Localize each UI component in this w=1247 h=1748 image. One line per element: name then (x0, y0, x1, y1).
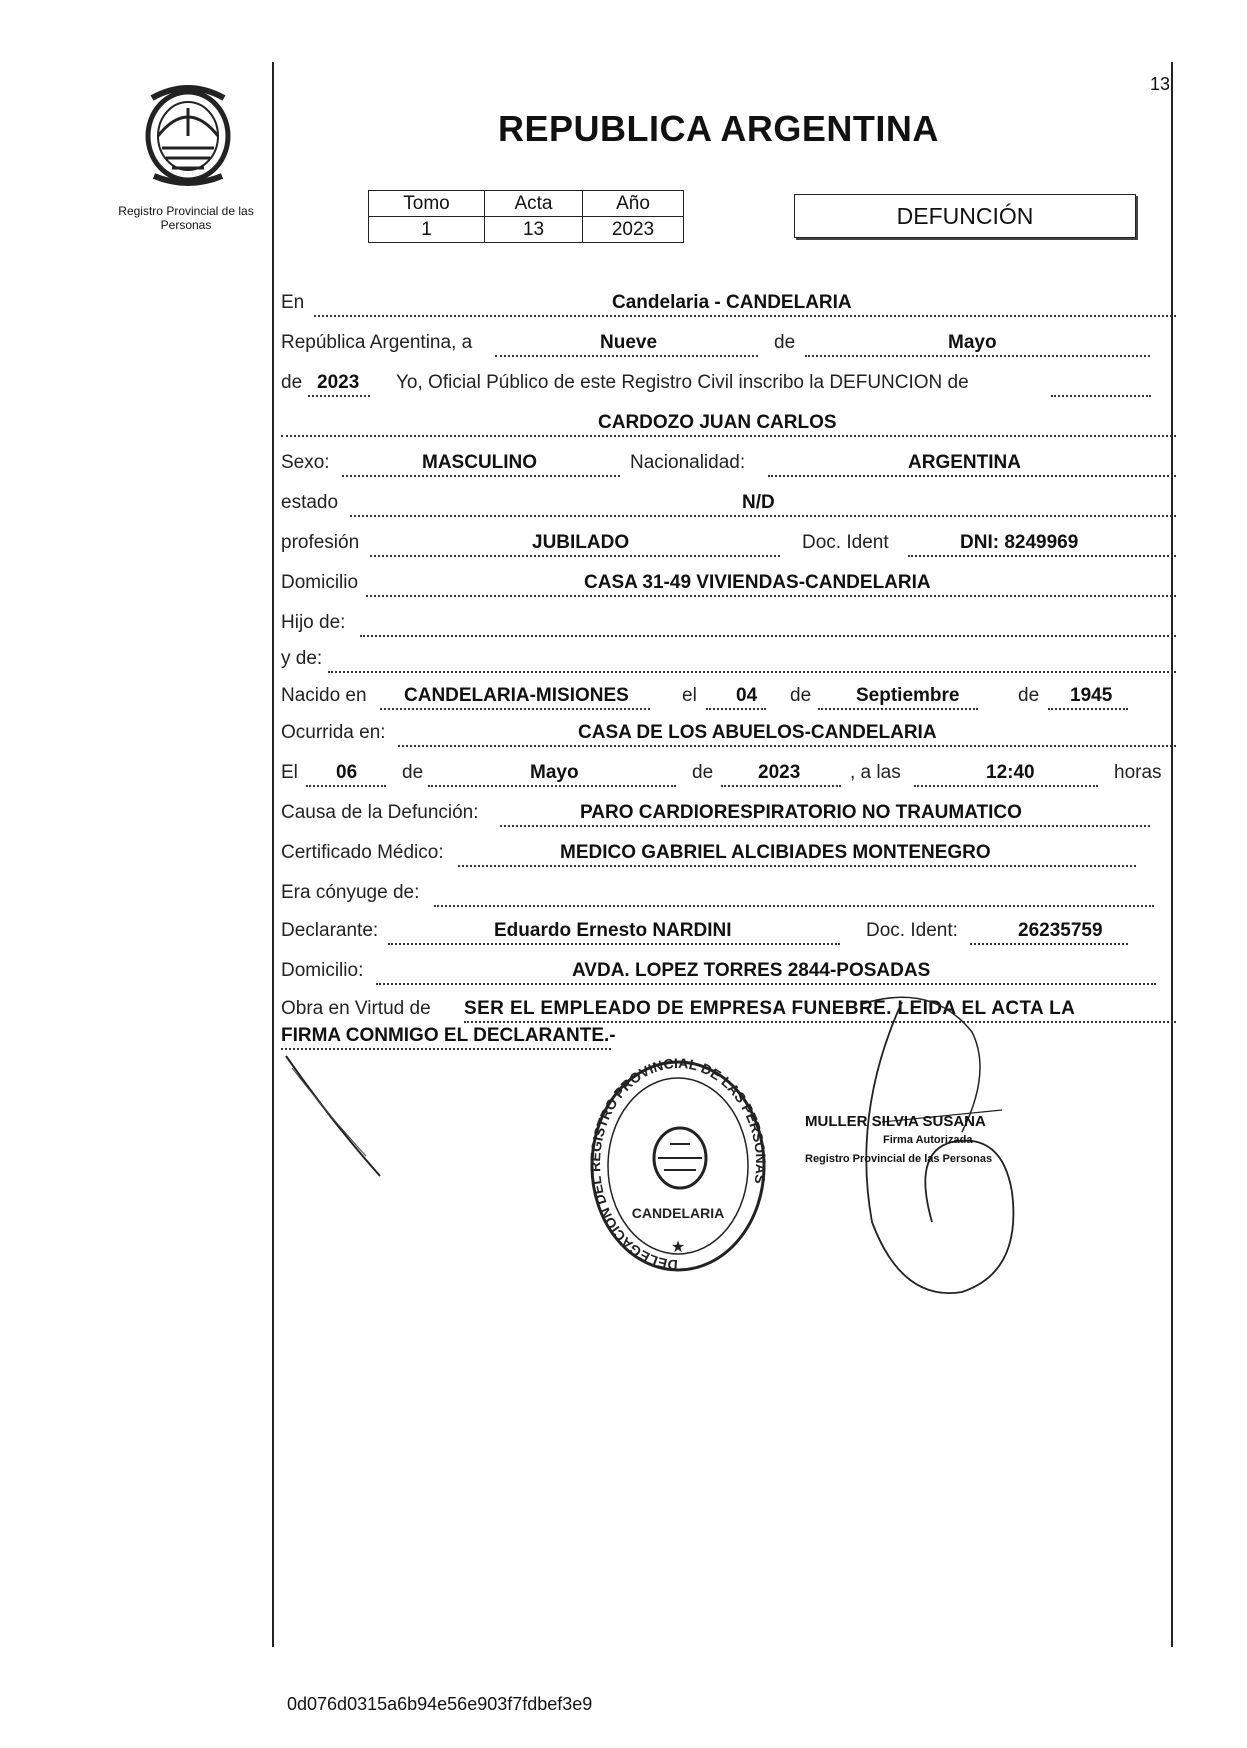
signer-role: Firma Autorizada (883, 1134, 973, 1146)
month-text: Mayo (948, 332, 997, 353)
estado-value: N/D (742, 492, 775, 513)
signer-name: MULLER SILVIA SUSANA (805, 1113, 986, 1130)
row-certificado (278, 842, 1178, 876)
certificado-value: MEDICO GABRIEL ALCIBIADES MONTENEGRO (560, 842, 991, 863)
row-place (278, 292, 1178, 326)
anio-value: 2023 (583, 217, 684, 243)
domicilio-2-label: Domicilio: (281, 960, 364, 981)
stamp-ring-text: DELEGACION DEL REGISTRO PROVINCIAL DE LAS PERSONAS (588, 1058, 768, 1274)
row-nacido (278, 685, 1178, 719)
de-label-5: de (402, 762, 424, 783)
birth-year: 1945 (1070, 685, 1113, 706)
official-stamp (588, 1058, 768, 1278)
horas-label: horas (1114, 762, 1162, 783)
row-obra-2 (278, 1025, 1178, 1059)
row-profesion (278, 532, 1178, 566)
country-title: REPUBLICA ARGENTINA (498, 108, 939, 149)
left-margin-line (272, 62, 274, 1647)
hijo-label: Hijo de: (281, 612, 346, 633)
row-deceased (278, 412, 1178, 446)
stamp-star-icon: ★ (670, 1237, 686, 1256)
el-label-2: El (281, 762, 298, 783)
signature-block (805, 1112, 992, 1169)
nacionalidad-label: Nacionalidad: (630, 452, 746, 473)
document-type-box: DEFUNCIÓN (794, 194, 1136, 238)
birth-day: 04 (736, 685, 758, 706)
domicilio-2-value: AVDA. LOPEZ TORRES 2844-POSADAS (572, 960, 931, 981)
domicilio-value: CASA 31-49 VIVIENDAS-CANDELARIA (584, 572, 931, 593)
profesion-value: JUBILADO (532, 532, 630, 553)
causa-value: PARO CARDIORESPIRATORIO NO TRAUMATICO (580, 802, 1022, 823)
doc-ident-label: Doc. Ident (802, 532, 889, 553)
de-label-1: de (774, 332, 796, 353)
de-label-6: de (692, 762, 714, 783)
document-hash: 0d076d0315a6b94e56e903f7fdbef3e9 (287, 1694, 593, 1714)
year-value: 2023 (317, 372, 360, 393)
tomo-value: 1 (369, 217, 485, 243)
stamp-seal-icon (588, 1058, 768, 1278)
stamp-city: CANDELARIA (631, 1205, 725, 1221)
estado-label: estado (281, 492, 339, 513)
y-de-label: y de: (281, 648, 323, 669)
sexo-value: MASCULINO (422, 452, 538, 473)
sexo-label: Sexo: (281, 452, 330, 473)
acta-header: Acta (485, 191, 583, 217)
death-day: 06 (336, 762, 358, 783)
death-month: Mayo (530, 762, 579, 783)
nacido-en-value: CANDELARIA-MISIONES (404, 685, 629, 706)
el-label: el (682, 685, 697, 706)
place-value: Candelaria - CANDELARIA (612, 292, 852, 313)
deceased-name: CARDOZO JUAN CARLOS (598, 412, 837, 433)
obra-line-1: SER EL EMPLEADO DE EMPRESA FUNEBRE. LEIDA EL ACTA LA (464, 998, 1076, 1019)
obra-label: Obra en Virtud de (281, 998, 431, 1019)
death-time: 12:40 (986, 762, 1035, 783)
emblem-icon (132, 78, 244, 190)
signer-office: Registro Provincial de las Personas (805, 1153, 993, 1165)
row-causa (278, 802, 1178, 836)
declarante-label: Declarante: (281, 920, 379, 941)
row-conyuge (278, 882, 1178, 916)
obra-line-2: FIRMA CONMIGO EL DECLARANTE.- (281, 1025, 616, 1046)
ocurrida-en-value: CASA DE LOS ABUELOS-CANDELARIA (578, 722, 937, 743)
provincial-emblem (132, 78, 244, 190)
row-hijo (278, 612, 1178, 646)
death-year: 2023 (758, 762, 801, 783)
anio-header: Año (583, 191, 684, 217)
row-sex-nationality (278, 452, 1178, 486)
de-label-2: de (281, 372, 303, 393)
domicilio-label: Domicilio (281, 572, 359, 593)
issuer-name: Registro Provincial de las Personas (118, 204, 254, 232)
statement-text: Yo, Oficial Público de este Registro Civil inscribo la DEFUNCION de (396, 372, 969, 393)
nacionalidad-value: ARGENTINA (908, 452, 1021, 473)
date-prefix: República Argentina, a (281, 332, 473, 353)
certificado-label: Certificado Médico: (281, 842, 444, 863)
row-date (278, 332, 1178, 366)
ocurrida-label: Ocurrida en: (281, 722, 386, 743)
day-text: Nueve (600, 332, 658, 353)
doc-ident-value: DNI: 8249969 (960, 532, 1079, 553)
causa-label: Causa de la Defunción: (281, 802, 479, 823)
page-number: 13 (1150, 74, 1171, 94)
profesion-label: profesión (281, 532, 360, 553)
doc-ident-2-label: Doc. Ident: (866, 920, 958, 941)
a-las-label: , a las (850, 762, 901, 783)
row-declarante (278, 920, 1178, 954)
row-domicilio (278, 572, 1178, 606)
row-domicilio-2 (278, 960, 1178, 994)
row-statement (278, 372, 1178, 406)
row-y-de (278, 648, 1178, 682)
de-label-3: de (790, 685, 812, 706)
row-ocurrida (278, 722, 1178, 756)
conyuge-label: Era cónyuge de: (281, 882, 420, 903)
row-estado (278, 492, 1178, 526)
reference-table (368, 190, 684, 243)
row-death-date (278, 762, 1178, 796)
tomo-header: Tomo (369, 191, 485, 217)
birth-month: Septiembre (856, 685, 960, 706)
de-label-4: de (1018, 685, 1040, 706)
declarante-value: Eduardo Ernesto NARDINI (494, 920, 732, 941)
en-label: En (281, 292, 305, 313)
doc-ident-2-value: 26235759 (1018, 920, 1103, 941)
nacido-label: Nacido en (281, 685, 367, 706)
acta-value: 13 (485, 217, 583, 243)
closing-slash-mark (282, 1052, 392, 1182)
